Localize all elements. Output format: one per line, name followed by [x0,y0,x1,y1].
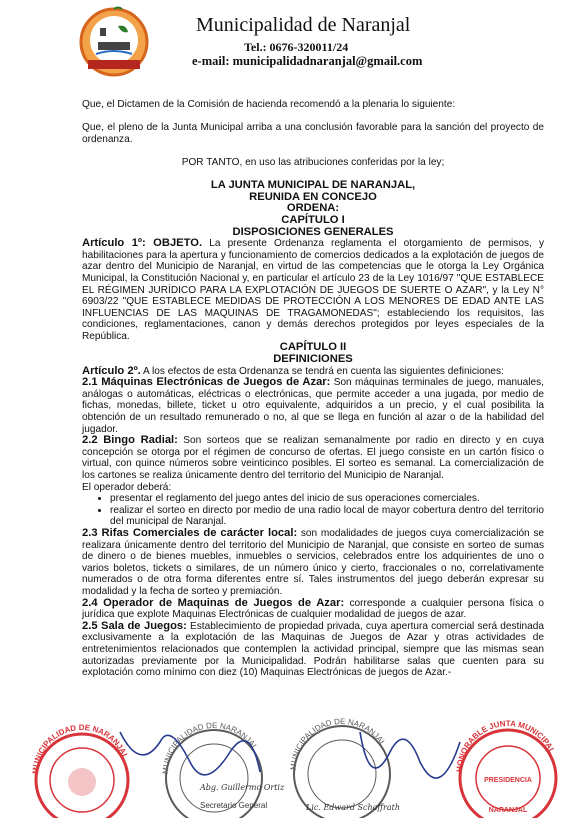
definition-2-3-text: son modalidades de juegos cuya comercialización se realizara únicamente dentro del territorio del Municipio de Naranjal, que consiste en sorteo de sumas de dinero o de bienes muebles, inmuebles o servicios, celebrados entre los adquirientes de uno o varios boletos, tickets o similares, de un número único y cierto, fraccionales o no, correlativamente numerados o de otra forma diferentes entre sí. Tales instrumentos del juego deberán expresar su modalidad y la fecha de sorteo y premiación. [82,527,545,597]
red-seal-left [31,723,130,818]
intro-paragraph-1: Que, el Dictamen de la Comisión de hacienda recomendó a la plenaria lo siguiente: [82,99,456,110]
list-item: • realizar el sorteo en directo por medio de una radio local de mayor cobertura dentro del territorio del municipal de Naranjal. [110,505,544,528]
intro-paragraph-2: Que, el pleno de la Junta Municipal arriba a una conclusión favorable para la sanción del proyecto de ordenanza. [82,122,544,145]
article-1-label: Artículo 1º: OBJETO. [82,237,203,250]
definition-2-4-label: 2.4 Operador de Maquinas de Juegos de Azar: [82,596,345,609]
definition-2-2-text: Son sorteos que se realizan semanalmente por radio en directo y en cuya concepción se otorga por el régimen de concurso de ofertas. El juego consiste en un cartón físico o virtual, con quince números sobre veinticinco posibles. El sorteo es semanal. La comercialización de los cartones se realiza únicamente dentro del territorio del Municipio de Naranjal. [82,435,544,481]
definition-2-2-label: 2.2 Bingo Radial: [82,434,178,447]
heading-line-2: REUNIDA EN CONCEJO [249,190,377,203]
definition-2-2 [82,435,544,481]
heading-line-3: ORDENA: [286,202,340,215]
chapter-2-title: CAPÍTULO II [279,341,347,354]
header-phone: Tel.: 0676-320011/24 [244,40,349,54]
definition-2-4-text: corresponde a cualquier persona física o jurídica que explote Maquinas Electrónicas de cualquier modalidad de juegos de azar. [82,597,544,621]
seals-and-signatures [0,712,588,818]
seal-1-text: MUNICIPALIDAD DE NARANJAL [30,722,131,775]
header-email: e-mail: municipalidadnaranjal@gmail.com [192,54,423,68]
municipality-logo [78,6,150,78]
definition-2-5-text: Establecimiento de propiedad privada, cuya apertura comercial será destinada exclusivamente a la explotación de las Maquinas de Juegos de Azar y otras actividades de entretenimientos relacionados que contemplen la actividad principal, siempre que las mismas sean autorizadas previamente por la Municipalidad. Podrán habilitarse salas que cuenten para su explotación como mínimo con diez (10) Maquinas Electrónicas de juegos de Azar.- [82,620,545,679]
list-item: • presentar el reglamento del juego antes del inicio de sus operaciones comerciales. [110,493,544,505]
signature-1-name: Abg. Guillermo Ortiz [200,783,285,792]
intro-paragraph-3: POR TANTO, en uso las atribuciones conferidas por la ley; [181,156,445,168]
svg-text:MUNICIPALIDAD DE NARANJAL [161,721,260,774]
chapter-2-subtitle: DEFINICIONES [273,353,353,366]
definition-2-1 [82,377,544,435]
header-title: Municipalidad de Naranjal [196,14,411,36]
seal-2-text: MUNICIPALIDAD DE NARANJAL [160,720,260,775]
heading-line-5: DISPOSICIONES GENERALES [232,225,394,238]
article-2-label: Artículo 2º. [82,364,141,377]
definition-2-3 [82,528,544,598]
definition-2-3-label: 2.3 Rifas Comerciales de carácter local: [82,526,298,539]
definition-2-5-label: 2.5 Sala de Juegos: [82,619,187,632]
seal-4-text: HONORABLE JUNTA MUNICIPAL [454,718,557,773]
seal-4-center-text: PRESIDENCIA [484,777,532,784]
signature-2-name: Lic. Edward Schaffrath [306,803,401,812]
article-2-text: A los efectos de esta Ordenanza se tendrá en cuenta las siguientes definiciones: [140,365,504,377]
article-1-text: La presente Ordenanza reglamenta el otorgamiento de permisos, y habilitaciones para la apertura y funcionamiento de comercios dedicados a la explotación de juegos de azar dentro del Municipio de Naranjal, en virtud de las competencias que le otorga la Ley Orgánica Municipal, la Constitución Nacional y, en particular el artículo 23 de la Ley 1016/97 "QUE ESTABLECE EL RÉGIMEN JURÍDICO PARA LA EXPLOTACIÓN DE JUEGOS DE SUERTE O AZAR", y la Ley N° 6903/22 "QUE ESTABLECE MEDIDAS DE PROTECCIÓN A LOS MENORES DE EDAD ANTE LAS INFLUENCIAS DE LAS MAQUINAS DE TRAGAMONEDAS"; estableciendo los requisitos, las condiciones, reglamentaciones, canon y demás derechos protegidos por leyes especiales de la República. [82,238,544,342]
letterhead [0,0,588,84]
article-1 [82,238,544,342]
signature-1-role: Secretario General [200,801,268,810]
definition-2-5 [82,621,544,679]
operator-line: El operador deberá: [82,481,172,493]
operator-obligations-list [82,493,544,528]
definition-2-1-label: 2.1 Máquinas Electrónicas de Juegos de Azar: [82,376,331,389]
seal-3-text: MUNICIPALIDAD DE NARANJAL [288,716,388,771]
heading-line-4: CAPÍTULO I [281,213,345,226]
definition-2-1-text: Son máquinas terminales de juego, manuales, análogas o automáticas, eléctricas o electrónicas, que permite acceder a una jugada, por medio de fichas, monedas, billete, ticket u otro equivalente, adquiridos a un precio, y el cual posibilita la obtención de un resultado remunerado o no, al que se llega en función al azar o de la habilidad del jugador. [82,377,544,435]
heading-line-1: LA JUNTA MUNICIPAL DE NARANJAL, [210,179,416,192]
seal-4-bottom-text: NARANJAL [488,807,528,814]
red-seal-right [455,719,557,818]
svg-text:MUNICIPALIDAD DE NARANJAL [289,717,388,770]
document-body [82,99,544,679]
definition-2-4 [82,598,544,621]
